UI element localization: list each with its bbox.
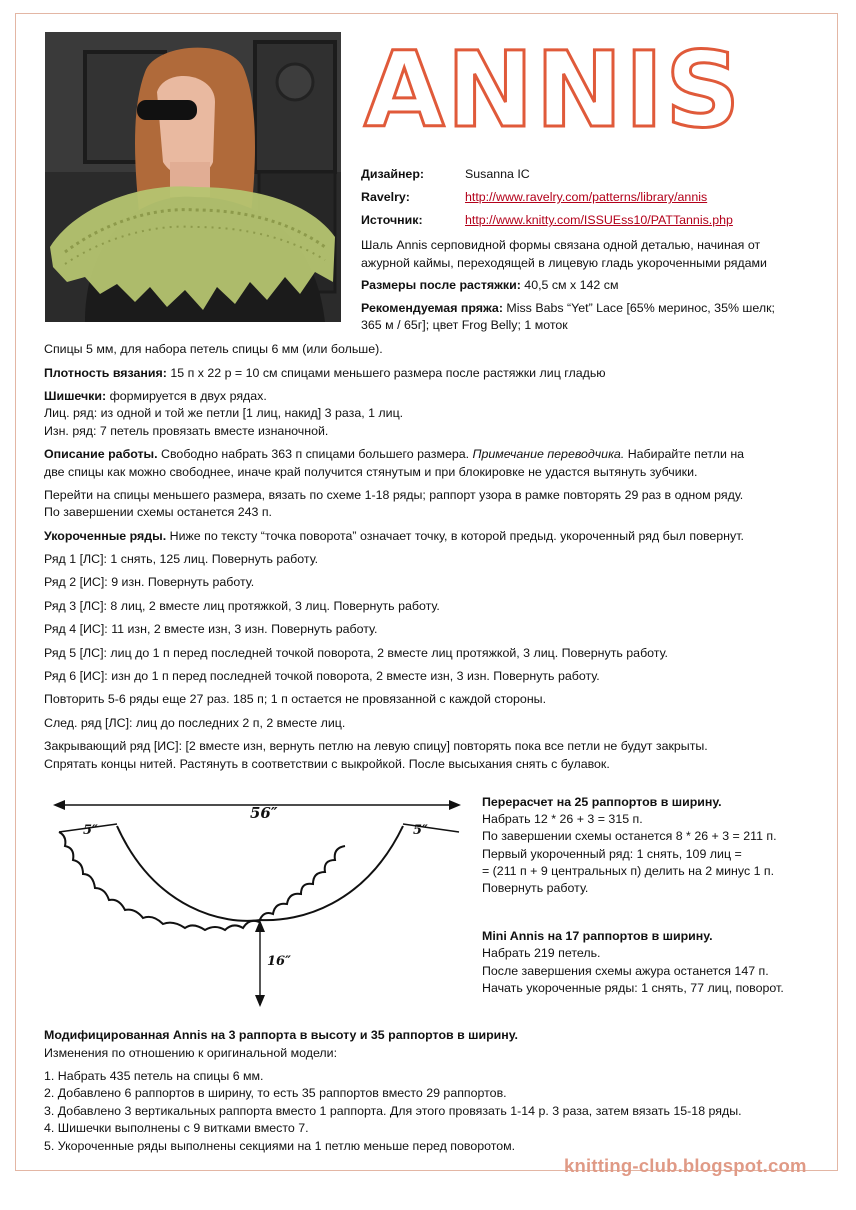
nupps-rs: Лиц. ряд: из одной и той же петли [1 лиц, накид] 3 раза, 1 лиц. (44, 406, 404, 420)
nupps-ws: Изн. ряд: 7 петель провязать вместе изнаночной. (44, 424, 329, 438)
description-line-2: две спицы как можно свободнее, иначе край получится стянутым и при блокировке не удастся вытянуть зубчики. (44, 465, 698, 479)
title-text: ANNIS (364, 29, 743, 138)
description-text-1: Свободно набрать 363 п спицами большего размера. (161, 447, 470, 461)
designer-label: Дизайнер: (361, 167, 425, 181)
row-instruction: Повторить 5-6 ряды еще 27 раз. 185 п; 1 п остается не провязанной с каждой стороны. (44, 692, 547, 706)
ravelry-label: Ravelry: (361, 190, 410, 204)
left-side-label: 5″ (83, 823, 98, 838)
recalc-25-line: = (211 п + 9 центральных п) делить на 2 минус 1 п. (482, 864, 775, 878)
nupps-value: формируется в двух рядах. (109, 389, 267, 403)
needles-text: Спицы 5 мм, для набора петель спицы 6 мм (или больше). (44, 342, 383, 356)
description-row (44, 447, 744, 462)
size-value: 40,5 см х 142 см (524, 278, 619, 292)
chart-para-2: По завершении схемы останется 243 п. (44, 505, 272, 519)
right-side-label: 5″ (413, 823, 428, 838)
intro-text (361, 236, 767, 272)
yarn-line-1: Miss Babs “Yet” Lace [65% меринос, 35% шелк; (506, 301, 775, 315)
intro-line-2: ажурной каймы, переходящей в лицевую гладь укороченными рядами (361, 256, 767, 270)
description-label: Описание работы. (44, 447, 158, 461)
modified-item: 3. Добавлено 3 вертикальных раппорта вместо 1 раппорта. Для этого провязать 1-14 р. 3 раза, затем вязать 15-18 ряды. (44, 1104, 742, 1118)
row-instruction: Ряд 5 [ЛС]: лиц до 1 п перед последней точкой поворота, 2 вместе лиц протяжкой, 3 лиц. Повернуть работу. (44, 646, 668, 660)
row-instruction: Ряд 1 [ЛС]: 1 снять, 125 лиц. Повернуть работу. (44, 552, 319, 566)
mini-annis-line: Набрать 219 петель. (482, 946, 601, 960)
row-instruction: Ряд 2 [ИС]: 9 изн. Повернуть работу. (44, 575, 255, 589)
intro-line-1: Шаль Annis серповидной формы связана одной деталью, начиная от (361, 238, 761, 252)
modified-item: 5. Укороченные ряды выполнены секциями на 1 петлю меньше перед поворотом. (44, 1139, 516, 1153)
bindoff-line-2: Спрятать концы нитей. Растянуть в соответствии с выкройкой. После высыхания снять с булавок. (44, 757, 610, 771)
short-rows-label: Укороченные ряды. (44, 529, 167, 543)
modified-subtitle: Изменения по отношению к оригинальной модели: (44, 1046, 338, 1060)
recalc-25-line: Первый укороченный ряд: 1 снять, 109 лиц = (482, 847, 742, 861)
modified-item: 2. Добавлено 6 раппортов в ширину, то есть 35 раппортов вместо 29 раппортов. (44, 1086, 507, 1100)
width-label: 56″ (250, 804, 278, 822)
ravelry-row (361, 190, 708, 205)
nupps-row (44, 389, 267, 404)
row-instruction: Ряд 4 [ИС]: 11 изн, 2 вместе изн, 3 изн. Повернуть работу. (44, 622, 378, 636)
modified-item: 1. Набрать 435 петель на спицы 6 мм. (44, 1069, 264, 1083)
gauge-row (44, 366, 606, 381)
recalc-25-title: Перерасчет на 25 раппортов в ширину. (482, 795, 722, 809)
mini-annis-line: Начать укороченные ряды: 1 снять, 77 лиц, поворот. (482, 981, 784, 995)
designer-value: Susanna IC (465, 167, 530, 181)
gauge-label: Плотность вязания: (44, 366, 167, 380)
pattern-photo (45, 32, 341, 322)
ravelry-link[interactable]: http://www.ravelry.com/patterns/library/annis (465, 190, 708, 204)
yarn-row (361, 300, 775, 334)
nupps-label: Шишечки: (44, 389, 107, 403)
row-instruction: Ряд 3 [ЛС]: 8 лиц, 2 вместе лиц протяжкой, 3 лиц. Повернуть работу. (44, 599, 440, 613)
gauge-value: 15 п х 22 р = 10 см спицами меньшего размера после растяжки лиц гладью (170, 366, 606, 380)
depth-label: 16″ (267, 954, 291, 969)
modified-title: Модифицированная Annis на 3 раппорта в высоту и 35 раппортов в ширину. (44, 1028, 518, 1042)
schematic-diagram (45, 790, 473, 1015)
footer-watermark: knitting-club.blogspot.com (564, 1155, 807, 1176)
row-instruction: След. ряд [ЛС]: лиц до последних 2 п, 2 вместе лиц. (44, 716, 346, 730)
yarn-label: Рекомендуемая пряжа: (361, 301, 503, 315)
yarn-line-2: 365 м / 65г]; цвет Frog Belly; 1 моток (361, 318, 568, 332)
recalc-25-line: Набрать 12 * 26 + 3 = 315 п. (482, 812, 643, 826)
source-row (361, 213, 733, 228)
chart-para-1: Перейти на спицы меньшего размера, вязать по схеме 1-18 ряды; раппорт узора в рамке повторять 29 раз в одном ряду. (44, 488, 744, 502)
size-label: Размеры после растяжки: (361, 278, 521, 292)
short-rows-text: Ниже по тексту “точка поворота” означает точку, в которой предыд. укороченный ряд был повернут. (169, 529, 744, 543)
recalc-25-line: По завершении схемы останется 8 * 26 + 3 = 211 п. (482, 829, 777, 843)
source-label: Источник: (361, 213, 423, 227)
row-instruction: Ряд 6 [ИС]: изн до 1 п перед последней точкой поворота, 2 вместе изн, 3 изн. Повернуть работу. (44, 669, 600, 683)
description-text-2: Набирайте петли на (627, 447, 745, 461)
mini-annis-title: Mini Annis на 17 раппортов в ширину. (482, 929, 713, 943)
bindoff-line-1: Закрывающий ряд [ИС]: [2 вместе изн, вернуть петлю на левую спицу] повторять пока все петли не будут закрыты. (44, 739, 708, 753)
size-row (361, 278, 618, 293)
recalc-25-line: Повернуть работу. (482, 881, 589, 895)
translator-note: Примечание переводчика. (472, 447, 625, 461)
source-link[interactable]: http://www.knitty.com/ISSUEss10/PATTannis.php (465, 213, 733, 227)
designer-row (361, 167, 530, 182)
top-curve (117, 826, 403, 921)
short-rows-row (44, 529, 744, 544)
modified-item: 4. Шишечки выполнены с 9 витками вместо 7. (44, 1121, 309, 1135)
title-logo (358, 26, 758, 138)
mini-annis-line: После завершения схемы ажура останется 147 п. (482, 964, 769, 978)
